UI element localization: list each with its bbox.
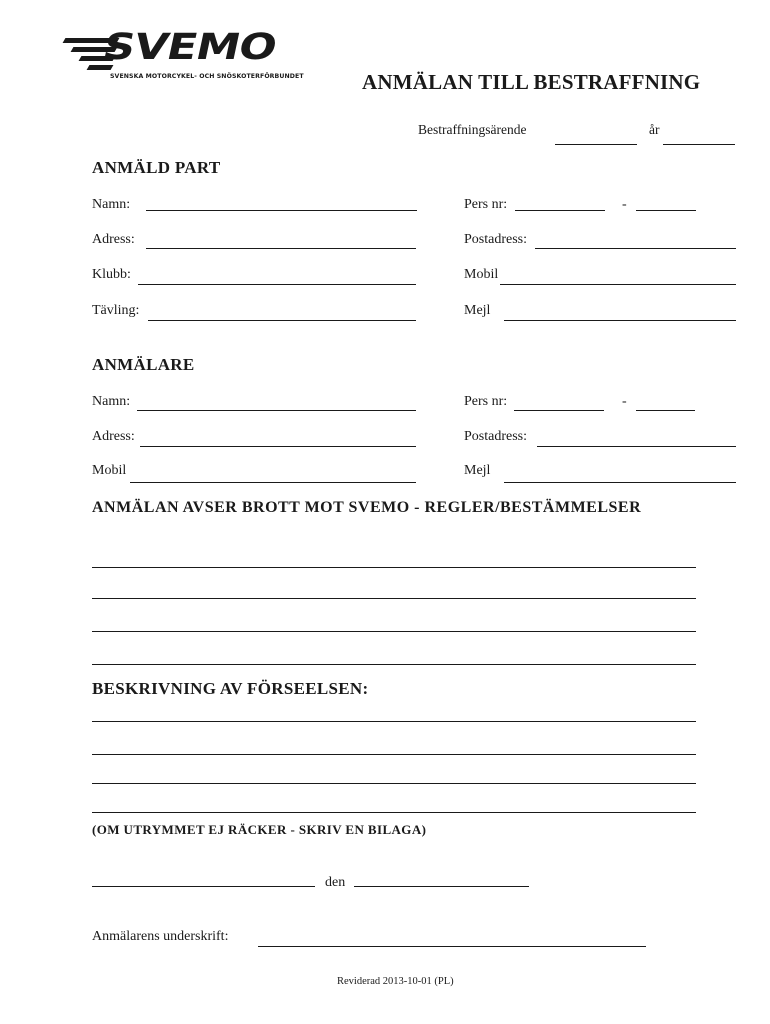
- description-line[interactable]: [92, 721, 696, 722]
- reporter-mobile-field[interactable]: [130, 482, 416, 483]
- reported-postal-field[interactable]: [535, 248, 736, 249]
- reported-persnr-dash: -: [622, 197, 627, 212]
- form-title: ANMÄLAN TILL BESTRAFFNING: [362, 70, 701, 94]
- reported-club-field[interactable]: [138, 284, 416, 285]
- date-den-label: den: [325, 875, 346, 890]
- violation-line[interactable]: [92, 598, 696, 599]
- reported-competition-label: Tävling:: [92, 303, 140, 318]
- reporter-persnr-label: Pers nr:: [464, 394, 508, 409]
- description-line[interactable]: [92, 783, 696, 784]
- violation-heading: ANMÄLAN AVSER BROTT MOT SVEMO - REGLER/BESTÄMMELSER: [92, 499, 642, 516]
- reported-email-label: Mejl: [464, 303, 491, 318]
- reporter-persnr-dash: -: [622, 394, 627, 409]
- reporter-email-field[interactable]: [504, 482, 736, 483]
- reported-name-field[interactable]: [146, 210, 417, 211]
- reporter-postal-label: Postadress:: [464, 429, 527, 444]
- reported-mobile-field[interactable]: [500, 284, 736, 285]
- reporter-postal-field[interactable]: [537, 446, 736, 447]
- reported-persnr-label: Pers nr:: [464, 197, 508, 212]
- reported-persnr-field[interactable]: [515, 210, 605, 211]
- reporter-persnr-suffix-field[interactable]: [636, 410, 695, 411]
- reporter-email-label: Mejl: [464, 463, 491, 478]
- logo-wordmark: SVEMO: [99, 26, 280, 68]
- reporter-name-label: Namn:: [92, 394, 131, 409]
- reported-mobile-label: Mobil: [464, 267, 499, 282]
- signature-field[interactable]: [258, 946, 646, 947]
- reporter-heading: ANMÄLARE: [92, 355, 195, 374]
- place-field[interactable]: [92, 886, 315, 887]
- reported-name-label: Namn:: [92, 197, 131, 212]
- reported-address-field[interactable]: [146, 248, 416, 249]
- attachment-note: (OM UTRYMMET EJ RÄCKER - SKRIV EN BILAGA): [92, 822, 427, 837]
- logo-subtitle: SVENSKA MOTORCYKEL- OCH SNÖSKOTERFÖRBUNDET: [110, 73, 304, 80]
- reported-party-heading: ANMÄLD PART: [92, 158, 221, 177]
- reported-persnr-suffix-field[interactable]: [636, 210, 696, 211]
- reported-postal-label: Postadress:: [464, 232, 527, 247]
- reporter-address-field[interactable]: [140, 446, 416, 447]
- reporter-mobile-label: Mobil: [92, 463, 127, 478]
- case-year-field[interactable]: [663, 144, 735, 145]
- violation-line[interactable]: [92, 664, 696, 665]
- case-ref-label: Bestraffningsärende: [418, 122, 527, 137]
- case-ref-field[interactable]: [555, 144, 637, 145]
- description-heading: BESKRIVNING AV FÖRSEELSEN:: [92, 679, 369, 698]
- reported-club-label: Klubb:: [92, 267, 131, 282]
- signature-label: Anmälarens underskrift:: [92, 929, 229, 944]
- reporter-name-field[interactable]: [137, 410, 416, 411]
- reporter-address-label: Adress:: [92, 429, 135, 444]
- violation-line[interactable]: [92, 567, 696, 568]
- violation-line[interactable]: [92, 631, 696, 632]
- reported-email-field[interactable]: [504, 320, 736, 321]
- description-line[interactable]: [92, 812, 696, 813]
- description-line[interactable]: [92, 754, 696, 755]
- reported-competition-field[interactable]: [148, 320, 416, 321]
- reported-address-label: Adress:: [92, 232, 135, 247]
- reporter-persnr-field[interactable]: [514, 410, 604, 411]
- case-year-label: år: [649, 122, 660, 137]
- revision-footer: Reviderad 2013-10-01 (PL): [337, 976, 454, 987]
- date-field[interactable]: [354, 886, 529, 887]
